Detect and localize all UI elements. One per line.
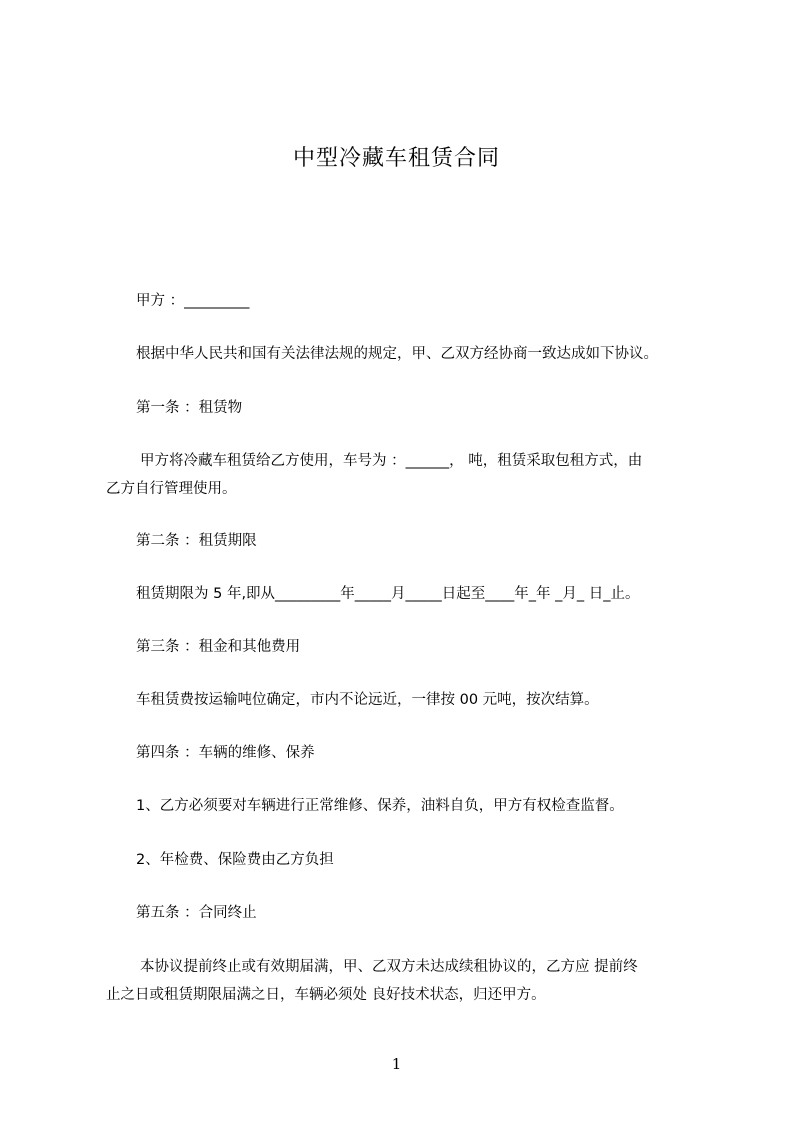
article-2-body: 租赁期限为 5 年,即从_________年_____月_____日起至____年_年 _月_ 日_止。: [136, 586, 640, 602]
article-3-heading: 第三条 ：租金和其他费用: [136, 639, 301, 655]
article-4-item-2: 2、年检费、保险费由乙方负担: [136, 852, 334, 868]
article-5-line-1: 本协议提前终止或有效期届满，甲、乙双方未达成续租协议的，乙方应 提前终: [140, 959, 638, 975]
article-5-heading: 第五条 ：合同终止: [136, 905, 257, 921]
article-1-heading: 第一条 ：租赁物: [136, 400, 243, 416]
party-a-line: 甲方 ：_________: [136, 293, 250, 309]
document-title: 中型冷藏车租赁合同: [292, 146, 500, 171]
article-3-body: 车租赁费按运输吨位确定，市内不论远近，一律按 00 元吨，按次结算。: [136, 692, 599, 708]
page-number: 1: [391, 1055, 402, 1073]
article-1-line-2: 乙方自行管理使用。: [106, 481, 237, 497]
article-4-item-1: 1、乙方必须要对车辆进行正常维修、保养，油料自负，甲方有权检查监督。: [136, 798, 624, 814]
article-2-heading: 第二条 ：租赁期限: [136, 533, 257, 549]
intro-paragraph: 根据中华人民共和国有关法律法规的规定，甲、乙双方经协商一致达成如下协议。: [136, 346, 658, 362]
article-5-line-2: 止之日或租赁期限届满之日，车辆必须处 良好技术状态，归还甲方。: [106, 987, 546, 1003]
article-1-line-1: 甲方将冷藏车租赁给乙方使用，车号为 ：______， 吨，租赁采取包租方式，由: [140, 453, 643, 469]
article-4-heading: 第四条 ：车辆的维修、保养: [136, 745, 315, 761]
